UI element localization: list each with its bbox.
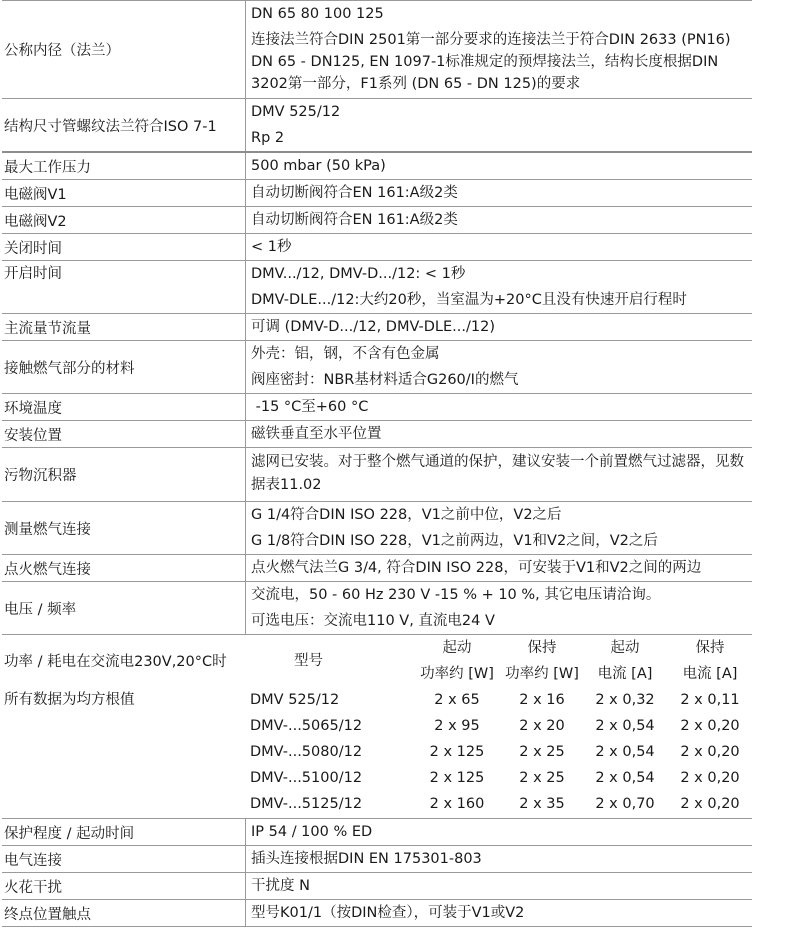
row-value: G 1/4符合DIN ISO 228，V1之前中位，V2之后: [251, 507, 562, 523]
header-hold-power: 保持: [527, 640, 557, 656]
row-value: 500 mbar (50 kPa): [251, 158, 386, 174]
row-value: DMV-DLE.../12:大约20秒，当室温为+20°C且没有快速开启行程时: [251, 292, 687, 308]
row-label: 最大工作压力: [4, 159, 91, 176]
row-label: 终点位置触点: [4, 906, 91, 923]
row-value: 自动切断阀符合EN 161:A级2类: [251, 185, 458, 201]
row-value: 阀座密封：NBR基材料适合G260/I的燃气: [251, 372, 519, 388]
row-label: 电压 / 频率: [4, 601, 77, 618]
cell-hold-current: 2 x 0,20: [680, 744, 740, 760]
row-dirt-trap: [2, 447, 752, 501]
cell-start-current: 2 x 0,70: [595, 796, 655, 812]
cell-hold-current: 2 x 0,20: [680, 770, 740, 786]
row-main-flow: [2, 313, 752, 340]
row-label: 安装位置: [4, 427, 62, 444]
row-max-pressure: [2, 151, 752, 179]
cell-start-power: 2 x 65: [434, 692, 480, 708]
cell-hold-power: 2 x 25: [519, 770, 565, 786]
cell-model: DMV-...5080/12: [250, 744, 363, 760]
row-paragraph: 连接法兰符合DIN 2501第一部分要求的连接法兰于符合DIN 2633 (PN16) DN 65 - DN125, EN 1097-1标准规定的预焊接法兰，结构长度根据DIN 3202第一部分，F1系列 (DN 65 - DN 125)的要求: [251, 32, 731, 92]
cell-start-current: 2 x 0,54: [595, 744, 655, 760]
row-label: 保护程度 / 起动时间: [4, 825, 135, 842]
header-hold-current: 保持: [695, 640, 725, 656]
row-spark: [2, 872, 752, 899]
header-start-current: 起动: [610, 640, 640, 656]
power-table: [2, 634, 752, 818]
row-electrical: [2, 845, 752, 872]
row-label: 点火燃气连接: [4, 561, 91, 578]
cell-start-power: 2 x 125: [429, 770, 485, 786]
cell-start-current: 2 x 0,54: [595, 718, 655, 734]
row-valve-v2: [2, 206, 752, 233]
row-value: Rp 2: [251, 130, 285, 146]
row-thread-size: [2, 98, 752, 151]
row-label: 环境温度: [4, 400, 62, 417]
row-label: 关闭时间: [4, 240, 62, 257]
cell-hold-power: 2 x 20: [519, 718, 565, 734]
header-start-power-unit: 功率约 [W]: [420, 666, 494, 682]
cell-hold-current: 2 x 0,11: [680, 692, 740, 708]
row-value: 干扰度 N: [251, 878, 310, 894]
row-ignition-gas: [2, 554, 752, 581]
row-value: 外壳：铝，钢，不含有色金属: [251, 346, 440, 362]
row-label: 主流量节流量: [4, 320, 91, 337]
cell-hold-power: 2 x 16: [519, 692, 565, 708]
cell-start-power: 2 x 160: [429, 796, 485, 812]
row-value: 交流电，50 - 60 Hz 230 V -15 % + 10 %, 其它电压请洽询。: [251, 587, 661, 603]
row-value: DMV.../12, DMV-D.../12: < 1秒: [251, 266, 466, 282]
row-valve-v1: [2, 179, 752, 206]
cell-hold-current: 2 x 0,20: [680, 796, 740, 812]
row-label: 电磁阀V2: [4, 213, 67, 230]
row-value: -15 °C至+60 °C: [251, 399, 369, 415]
row-label: 公称内径（法兰）: [4, 43, 120, 59]
row-value: 点火燃气法兰G 3/4, 符合DIN ISO 228，可安装于V1和V2之间的两边: [251, 560, 702, 576]
row-value: DN 65 80 100 125: [251, 6, 384, 22]
row-label: 结构尺寸管螺纹法兰符合ISO 7-1: [4, 118, 217, 135]
row-value: 插头连接根据DIN EN 175301-803: [251, 851, 482, 867]
row-nominal-diameter: [2, 0, 752, 98]
row-value: 型号K01/1（按DIN检查），可装于V1或V2: [251, 905, 525, 921]
row-value: 可调 (DMV-D.../12, DMV-DLE.../12): [251, 319, 495, 335]
row-value: 自动切断阀符合EN 161:A级2类: [251, 212, 458, 228]
row-materials: [2, 340, 752, 393]
cell-hold-power: 2 x 25: [519, 744, 565, 760]
row-label: 污物沉积器: [4, 468, 77, 484]
header-model: 型号: [294, 653, 323, 669]
cell-start-power: 2 x 95: [434, 718, 480, 734]
cell-hold-current: 2 x 0,20: [680, 718, 740, 734]
spec-table: [2, 0, 752, 927]
row-value: DMV 525/12: [251, 104, 341, 120]
row-voltage: [2, 581, 752, 634]
cell-hold-power: 2 x 35: [519, 796, 565, 812]
row-label: 测量燃气连接: [4, 521, 91, 538]
power-label: 功率 / 耗电在交流电230V,20°C时: [4, 654, 227, 670]
header-hold-power-unit: 功率约 [W]: [505, 666, 579, 682]
cell-start-current: 2 x 0,32: [595, 692, 655, 708]
row-label: 开启时间: [4, 266, 62, 282]
row-protection: [2, 818, 752, 845]
cell-start-current: 2 x 0,54: [595, 770, 655, 786]
cell-model: DMV-...5100/12: [250, 770, 363, 786]
row-value: 磁铁垂直至水平位置: [251, 426, 382, 442]
row-label: 电气连接: [4, 852, 62, 869]
row-mounting: [2, 420, 752, 447]
row-end-position: [2, 899, 752, 927]
header-start-power: 起动: [442, 640, 472, 656]
row-value: 可选电压：交流电110 V, 直流电24 V: [251, 613, 495, 629]
row-closing-time: [2, 233, 752, 260]
row-value: < 1秒: [251, 239, 292, 255]
row-label: 火花干扰: [4, 879, 62, 896]
header-hold-current-unit: 电流 [A]: [682, 666, 738, 682]
row-value: IP 54 / 100 % ED: [251, 824, 373, 840]
header-start-current-unit: 电流 [A]: [597, 666, 653, 682]
row-paragraph: 滤网已安装。对于整个燃气通道的保护，建议安装一个前置燃气过滤器，见数据表11.02: [251, 454, 744, 493]
cell-model: DMV-...5065/12: [250, 718, 363, 734]
cell-start-power: 2 x 125: [429, 744, 485, 760]
cell-model: DMV-...5125/12: [250, 796, 363, 812]
row-label: 电磁阀V1: [4, 186, 67, 203]
row-value: G 1/8符合DIN ISO 228，V1之前两边，V1和V2之间，V2之后: [251, 533, 658, 549]
row-ambient-temp: [2, 393, 752, 420]
row-label: 接触燃气部分的材料: [4, 360, 135, 377]
power-note: 所有数据为均方根值: [4, 692, 135, 708]
row-opening-time: [2, 260, 752, 313]
row-gas-test: [2, 501, 752, 554]
cell-model: DMV 525/12: [250, 692, 340, 708]
